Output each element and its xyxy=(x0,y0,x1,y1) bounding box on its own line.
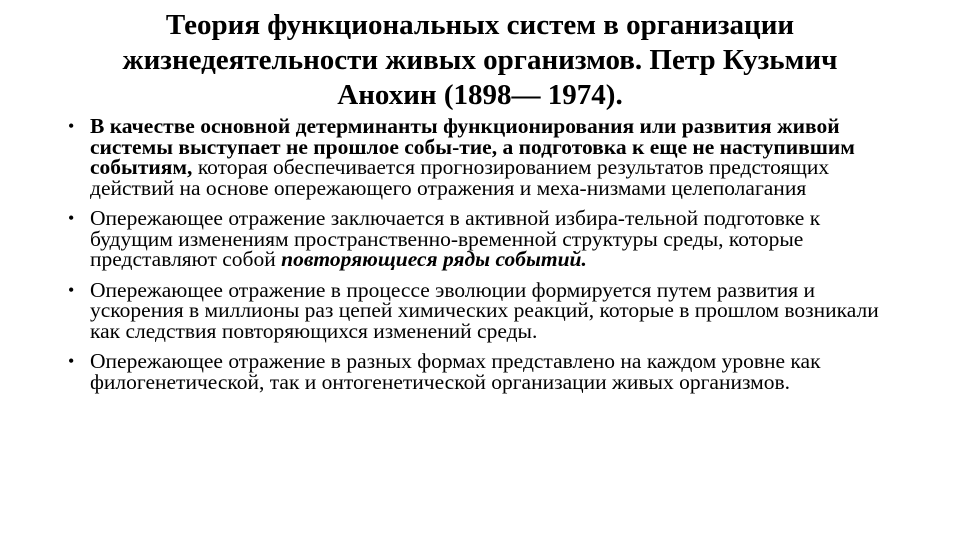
bullet-item-4 xyxy=(68,351,906,392)
bullet-list xyxy=(68,116,906,402)
bullet-item-1 xyxy=(68,116,906,198)
bullet-bold-text: В качестве основной детерминанты функционирования или развития живой системы выступает не прошлое собы-тие, а подготовка к еще не наступившим событиям, xyxy=(90,114,855,179)
bullet-body-text: Опережающее отражение заключается в активной избира-тельной подготовке к будущим изменениям пространственно-временной структуры среды, которые представляют собой xyxy=(90,206,821,271)
slide-title xyxy=(40,8,920,113)
bullet-icon: • xyxy=(68,279,75,300)
bullet-body-text: которая обеспечивается прогнозированием результатов предстоящих действий на основе опережающего отражения и меха-низмами целеполагания xyxy=(90,155,830,200)
title-line: Анохин (1898— 1974). xyxy=(337,79,623,111)
bullet-icon: • xyxy=(68,351,75,371)
bullet-body-text: Опережающее отражение в разных формах представлено на каждом уровне как филогенетической, так и онтогенетической организации живых организмов. xyxy=(90,349,821,394)
bullet-emphasis-text: повторяющиеся ряды событий. xyxy=(281,247,587,271)
title-line: жизнедеятельности живых организмов. Петр Кузьмич xyxy=(122,44,838,76)
title-line: Теория функциональных систем в организации xyxy=(165,9,795,41)
bullet-text xyxy=(90,116,906,198)
bullet-body-text: Опережающее отражение в процессе эволюции формируется путем развития и ускорения в миллионы раз цепей химических реакций, которые в прошлом возникали как следствия повторяющихся изменений среды. xyxy=(90,277,879,343)
bullet-icon: • xyxy=(68,208,75,228)
bullet-text xyxy=(90,208,906,270)
bullet-item-3 xyxy=(68,277,906,343)
bullet-icon: • xyxy=(68,116,75,136)
bullet-item-2 xyxy=(68,208,906,270)
